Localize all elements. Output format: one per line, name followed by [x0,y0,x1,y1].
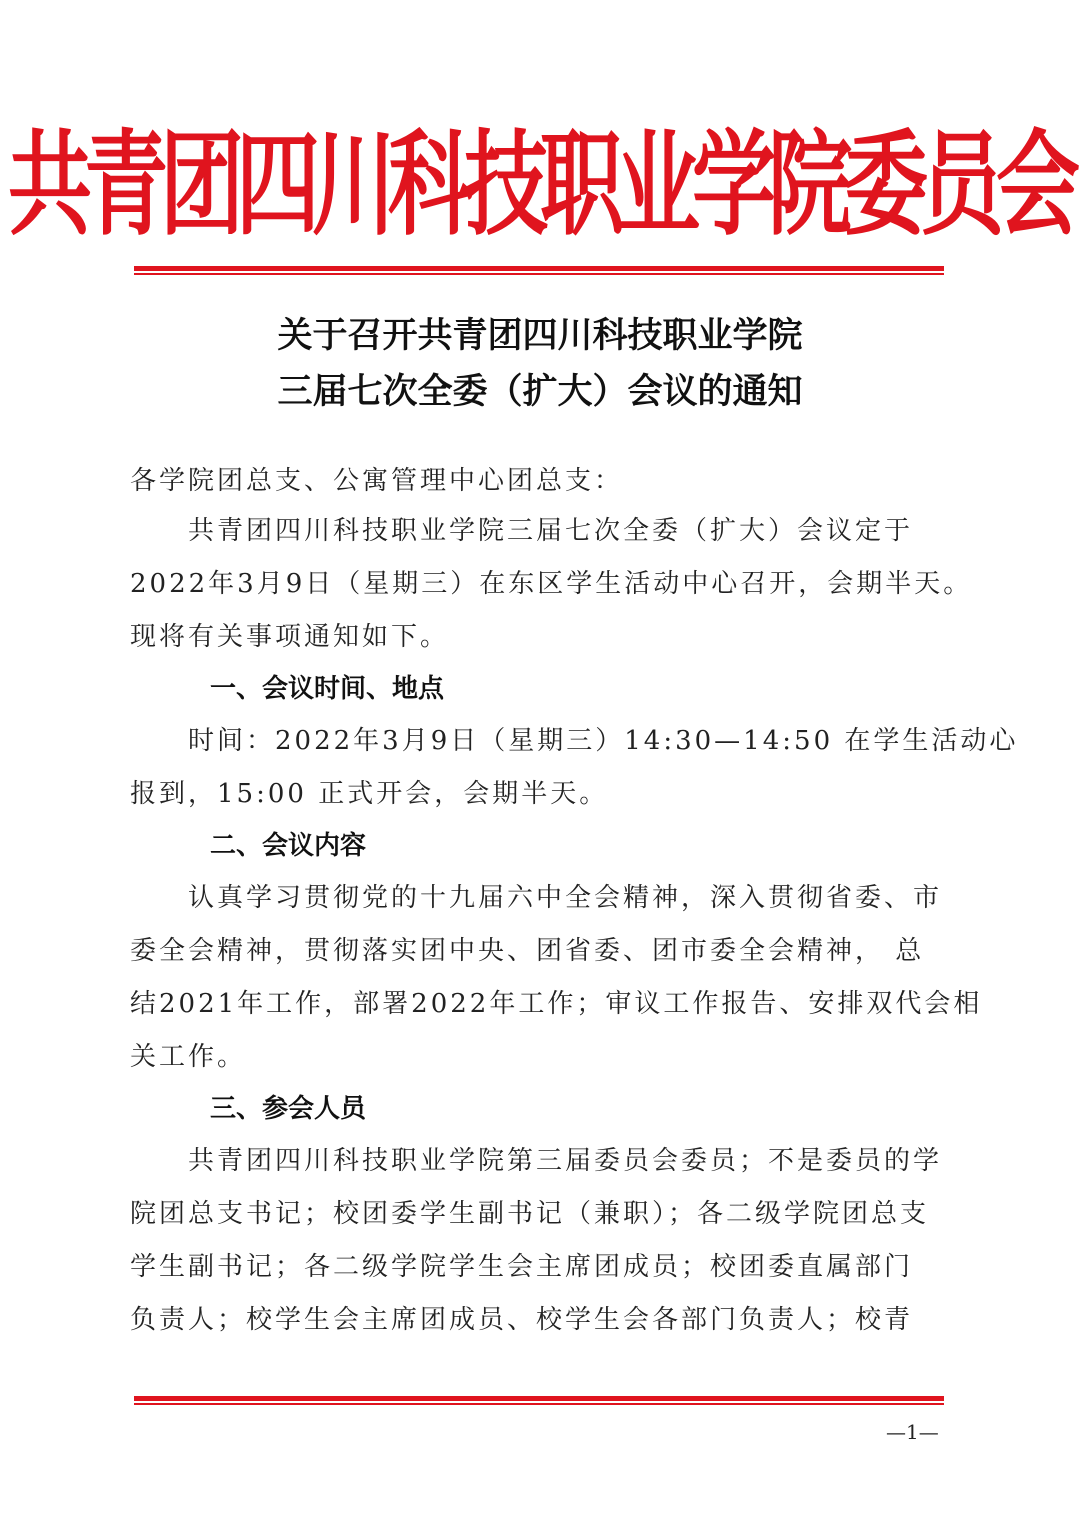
section-3-heading: 三、参会人员 [210,1094,367,1124]
doc-title-line-1: 关于召开共青团四川科技职业学院 [277,315,803,356]
header-divider-thin [134,273,944,275]
section-2-line-3: 结2021年工作，部署2022年工作；审议工作报告、安排双代会相 [130,989,983,1019]
footer-divider-thin [134,1403,944,1405]
page-number: —1— [886,1420,939,1444]
section-2-heading: 二、会议内容 [210,831,367,861]
section-1-line-1: 时间：2022年3月9日（星期三）14:30—14:50 在学生活动心 [188,726,1019,756]
addressee: 各学院团总支、公寓管理中心团总支： [130,466,624,496]
intro-line-1: 共青团四川科技职业学院三届七次全委（扩大）会议定于 [188,516,914,546]
intro-line-2: 2022年3月9日（星期三）在东区学生活动中心召开，会期半天。 [130,569,973,599]
footer-divider [134,1396,944,1406]
section-2-line-2: 委全会精神，贯彻落实团中央、团省委、团市委全会精神， 总 [130,936,925,966]
section-3-line-4: 负责人；校学生会主席团成员、校学生会各部门负责人；校青 [130,1305,914,1335]
section-3-line-2: 院团总支书记；校团委学生副书记（兼职）；各二级学院团总支 [130,1199,930,1229]
section-3-line-3: 学生副书记；各二级学院学生会主席团成员；校团委直属部门 [130,1252,914,1282]
section-2-line-4: 关工作。 [130,1042,247,1072]
doc-title-line-2: 三届七次全委（扩大）会议的通知 [277,371,803,412]
intro-line-3: 现将有关事项通知如下。 [130,622,450,652]
section-3-line-1: 共青团四川科技职业学院第三届委员会委员；不是委员的学 [188,1146,943,1176]
header-divider-thick [134,266,944,271]
org-name: 共青团四川科技职业学院委员会 [8,118,1073,252]
header-divider [134,266,944,276]
footer-divider-thick [134,1396,944,1401]
section-1-heading: 一、会议时间、地点 [210,674,445,704]
masthead [8,118,1073,252]
section-2-line-1: 认真学习贯彻党的十九届六中全会精神，深入贯彻省委、市 [188,883,943,913]
section-1-line-2: 报到，15:00 正式开会，会期半天。 [130,779,609,809]
